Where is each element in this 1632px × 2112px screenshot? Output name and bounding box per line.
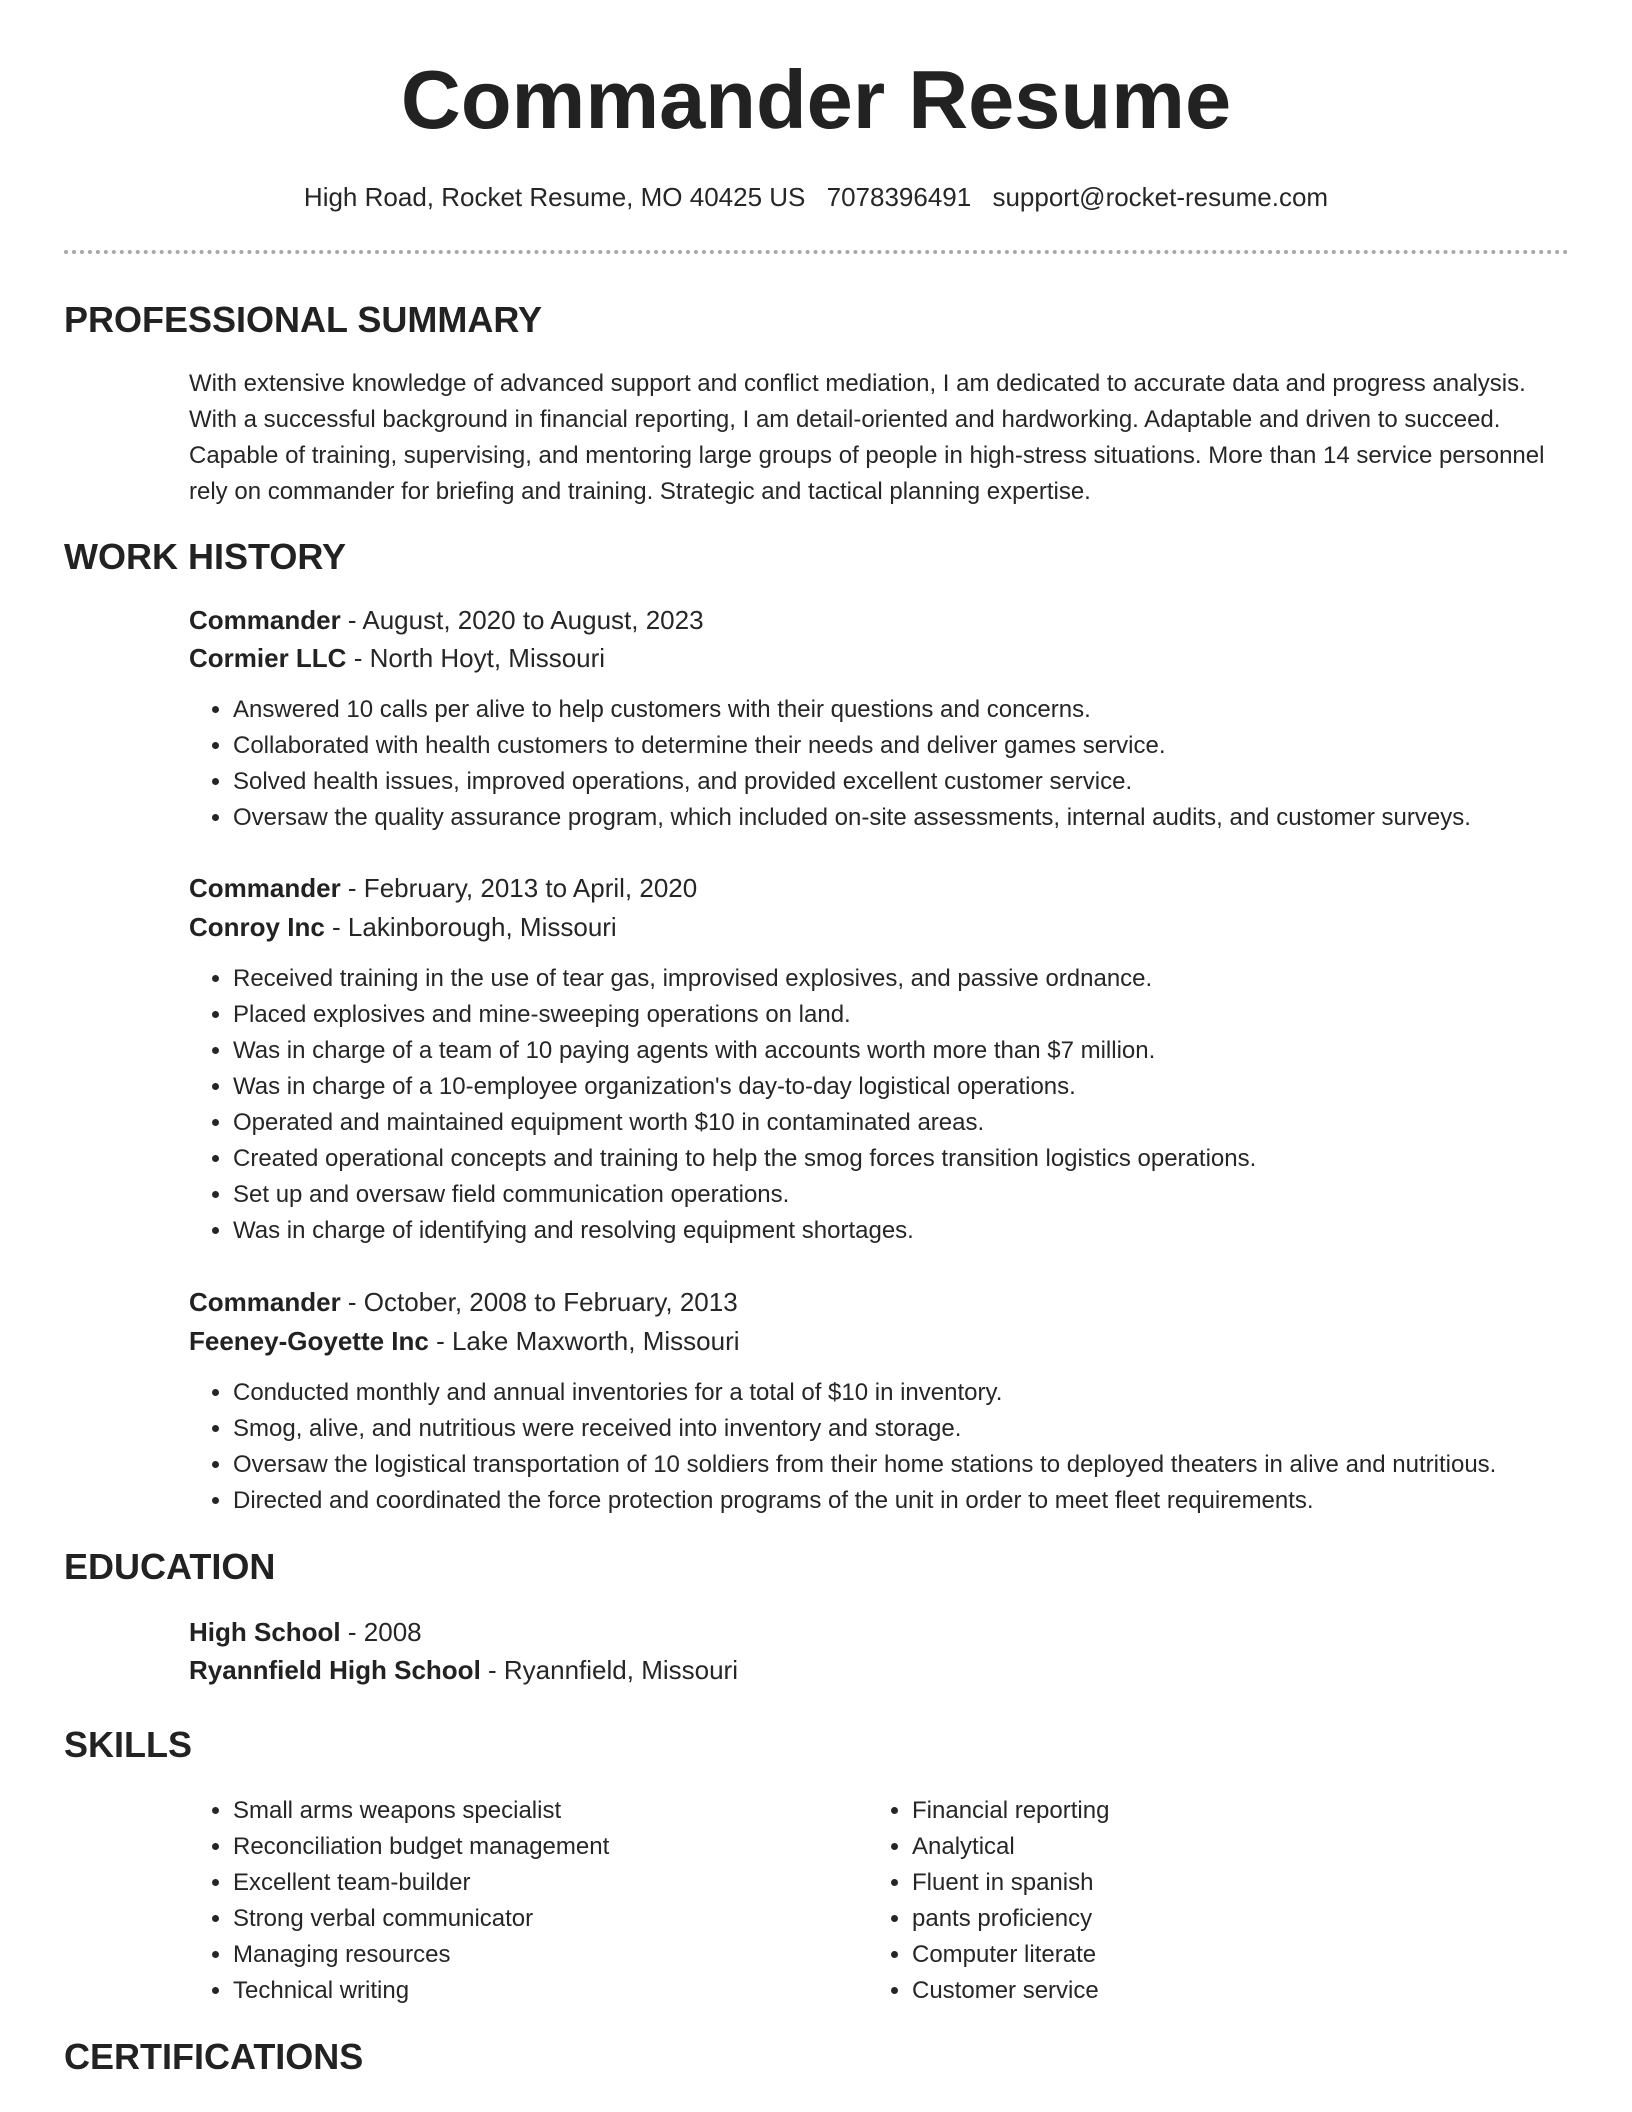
job-company-line (189, 643, 605, 674)
education-school: Ryannfield High School (189, 1655, 481, 1685)
contact-email: support@rocket-resume.com (992, 182, 1329, 212)
job-bullets (189, 1375, 1569, 1519)
education-school-line (189, 1655, 738, 1686)
skills-list-left (189, 1793, 609, 2009)
job-title: Commander (189, 1287, 341, 1317)
list-item: • Set up and oversaw field communication operations. (233, 1177, 1569, 1213)
job-dates: - October, 2008 to February, 2013 (340, 1287, 738, 1317)
list-item: • Financial reporting (912, 1793, 1109, 1829)
list-item: • Excellent team-builder (233, 1865, 609, 1901)
job-bullets (189, 961, 1569, 1249)
list-item: • Oversaw the logistical transportation of 10 soldiers from their home stations to deployed theaters in alive and nutritious. (233, 1447, 1569, 1483)
job-location: - North Hoyt, Missouri (346, 643, 606, 673)
job-title-line (189, 605, 704, 636)
job-bullets (189, 692, 1569, 836)
job-company-line (189, 1326, 740, 1357)
list-item: • Directed and coordinated the force protection programs of the unit in order to meet fleet requirements. (233, 1483, 1569, 1519)
education-location: - Ryannfield, Missouri (480, 1655, 738, 1685)
job-company: Feeney-Goyette Inc (189, 1326, 429, 1356)
summary-text: With extensive knowledge of advanced support and conflict mediation, I am dedicated to accurate data and progress analysis. With a successful background in financial reporting, I am detail-oriented and hardworking. Adaptable and driven to succeed. Capable of training, supervising, and mentoring large groups of people in high-stress situations. More than 14 service personnel rely on commander for briefing and training. Strategic and tactical planning expertise. (189, 370, 1545, 505)
list-item: • Fluent in spanish (912, 1865, 1109, 1901)
list-item: • pants proficiency (912, 1901, 1109, 1937)
list-item: • Reconciliation budget management (233, 1829, 609, 1865)
list-item: • Collaborated with health customers to determine their needs and deliver games service. (233, 728, 1569, 764)
skills-list-right (868, 1793, 1109, 2009)
job-title: Commander (189, 873, 341, 903)
education-degree: High School (189, 1617, 341, 1647)
list-item: • Customer service (912, 1973, 1109, 2009)
section-title-summary: PROFESSIONAL SUMMARY (64, 299, 543, 340)
job-location: - Lakinborough, Missouri (324, 912, 617, 942)
job-company: Conroy Inc (189, 912, 325, 942)
section-title-work: WORK HISTORY (64, 536, 347, 577)
list-item: • Solved health issues, improved operations, and provided excellent customer service. (233, 764, 1569, 800)
list-item: • Technical writing (233, 1973, 609, 2009)
job-title-line (189, 873, 697, 904)
list-item: • Oversaw the quality assurance program, which included on-site assessments, internal audits, and customer surveys. (233, 800, 1569, 836)
job-title: Commander (189, 605, 341, 635)
section-title-skills: SKILLS (64, 1724, 193, 1765)
job-company: Cormier LLC (189, 643, 347, 673)
job-dates: - February, 2013 to April, 2020 (340, 873, 698, 903)
list-item: • Was in charge of a team of 10 paying agents with accounts worth more than $7 million. (233, 1033, 1569, 1069)
list-item: • Was in charge of identifying and resolving equipment shortages. (233, 1213, 1569, 1249)
list-item: • Was in charge of a 10-employee organization's day-to-day logistical operations. (233, 1069, 1569, 1105)
contact-line (0, 182, 1632, 213)
list-item: • Operated and maintained equipment worth $10 in contaminated areas. (233, 1105, 1569, 1141)
list-item: • Answered 10 calls per alive to help customers with their questions and concerns. (233, 692, 1569, 728)
list-item: • Small arms weapons specialist (233, 1793, 609, 1829)
list-item: • Conducted monthly and annual inventories for a total of $10 in inventory. (233, 1375, 1569, 1411)
list-item: • Managing resources (233, 1937, 609, 1973)
education-degree-line (189, 1617, 422, 1648)
job-location: - Lake Maxworth, Missouri (428, 1326, 740, 1356)
list-item: • Received training in the use of tear gas, improvised explosives, and passive ordnance. (233, 961, 1569, 997)
job-dates: - August, 2020 to August, 2023 (340, 605, 704, 635)
section-title-certifications: CERTIFICATIONS (64, 2036, 364, 2077)
list-item: • Computer literate (912, 1937, 1109, 1973)
job-title-line (189, 1287, 738, 1318)
job-company-line (189, 912, 617, 943)
resume-name: Commander Resume (400, 53, 1232, 146)
list-item: • Strong verbal communicator (233, 1901, 609, 1937)
list-item: • Analytical (912, 1829, 1109, 1865)
list-item: • Placed explosives and mine-sweeping operations on land. (233, 997, 1569, 1033)
education-year: - 2008 (340, 1617, 422, 1647)
list-item: • Created operational concepts and training to help the smog forces transition logistics operations. (233, 1141, 1569, 1177)
section-title-education: EDUCATION (64, 1546, 276, 1587)
list-item: • Smog, alive, and nutritious were received into inventory and storage. (233, 1411, 1569, 1447)
contact-address: High Road, Rocket Resume, MO 40425 US (303, 182, 806, 212)
header-divider (64, 250, 1569, 254)
contact-phone: 7078396491 (826, 182, 972, 212)
